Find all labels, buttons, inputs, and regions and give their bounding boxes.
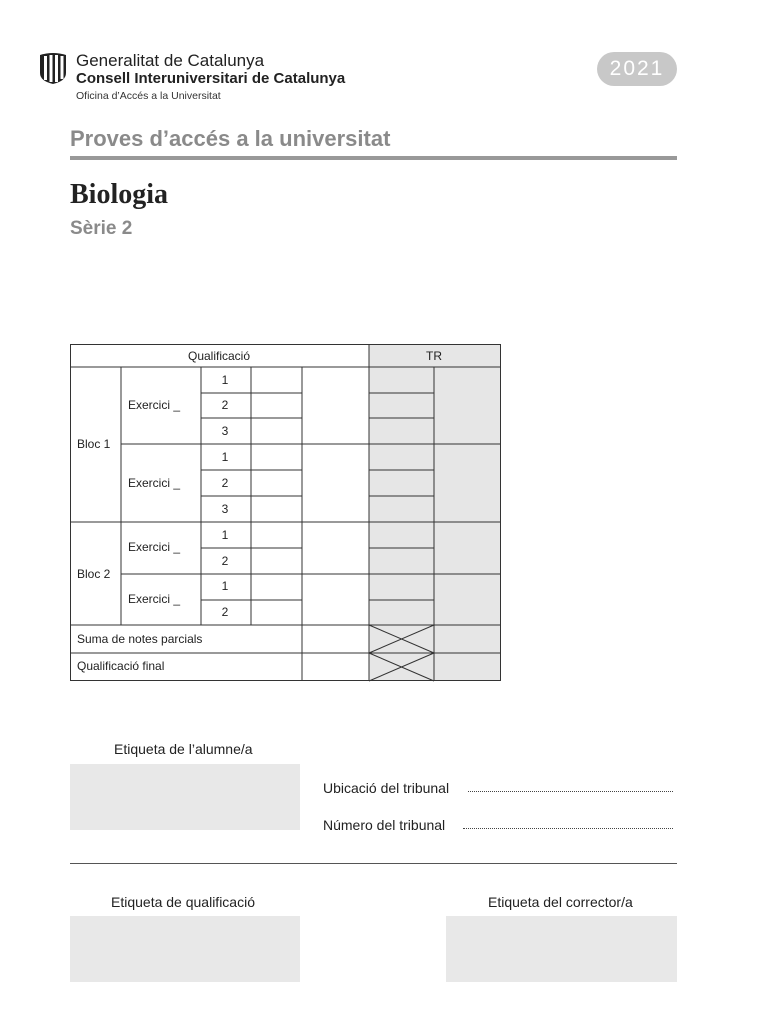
part-number: 1 <box>221 579 229 593</box>
org-line-1: Generalitat de Catalunya <box>76 51 265 70</box>
exercise-label: Exercici _ <box>128 592 181 606</box>
part-number: 3 <box>221 424 229 438</box>
org-line-3: Oficina d’Accés a la Universitat <box>76 90 221 102</box>
corrector-label-box <box>446 916 677 982</box>
part-number: 1 <box>221 528 229 542</box>
exercise-label: Exercici _ <box>128 398 181 412</box>
org-line-2: Consell Interuniversitari de Catalunya <box>76 70 346 87</box>
tribunal-number-label: Número del tribunal <box>323 817 446 833</box>
section-divider <box>70 863 677 864</box>
corrector-label-caption: Etiqueta del corrector/a <box>488 894 633 910</box>
grade-table <box>70 344 501 681</box>
table-header-tr: TR <box>426 349 442 363</box>
part-number: 1 <box>221 450 229 464</box>
series-label: Sèrie 2 <box>70 218 133 239</box>
grade-label-box <box>70 916 300 982</box>
sum-row-label: Suma de notes parcials <box>77 632 203 646</box>
part-number: 2 <box>221 476 229 490</box>
part-number: 1 <box>221 373 229 387</box>
student-label-caption: Etiqueta de l’alumne/a <box>114 741 253 757</box>
table-header-qualificacio: Qualificació <box>187 349 251 363</box>
part-number: 2 <box>221 554 229 568</box>
exercise-label: Exercici _ <box>128 476 181 490</box>
exam-title: Proves d’accés a la universitat <box>70 126 391 151</box>
year-badge: 2021 <box>597 52 677 86</box>
tribunal-number-line <box>463 828 673 829</box>
title-divider <box>70 156 677 160</box>
part-number: 2 <box>221 398 229 412</box>
part-number: 2 <box>221 605 229 619</box>
final-row-label: Qualificació final <box>77 659 165 673</box>
exercise-label: Exercici _ <box>128 540 181 554</box>
generalitat-logo-icon <box>36 51 70 85</box>
grade-label-caption: Etiqueta de qualificació <box>111 894 255 910</box>
tribunal-location-line <box>468 791 673 792</box>
tribunal-location-label: Ubicació del tribunal <box>323 780 450 796</box>
part-number: 3 <box>221 502 229 516</box>
student-label-box <box>70 764 300 830</box>
bloc-2-label: Bloc 2 <box>77 567 111 581</box>
bloc-1-label: Bloc 1 <box>77 437 111 451</box>
subject-title: Biologia <box>70 179 169 210</box>
